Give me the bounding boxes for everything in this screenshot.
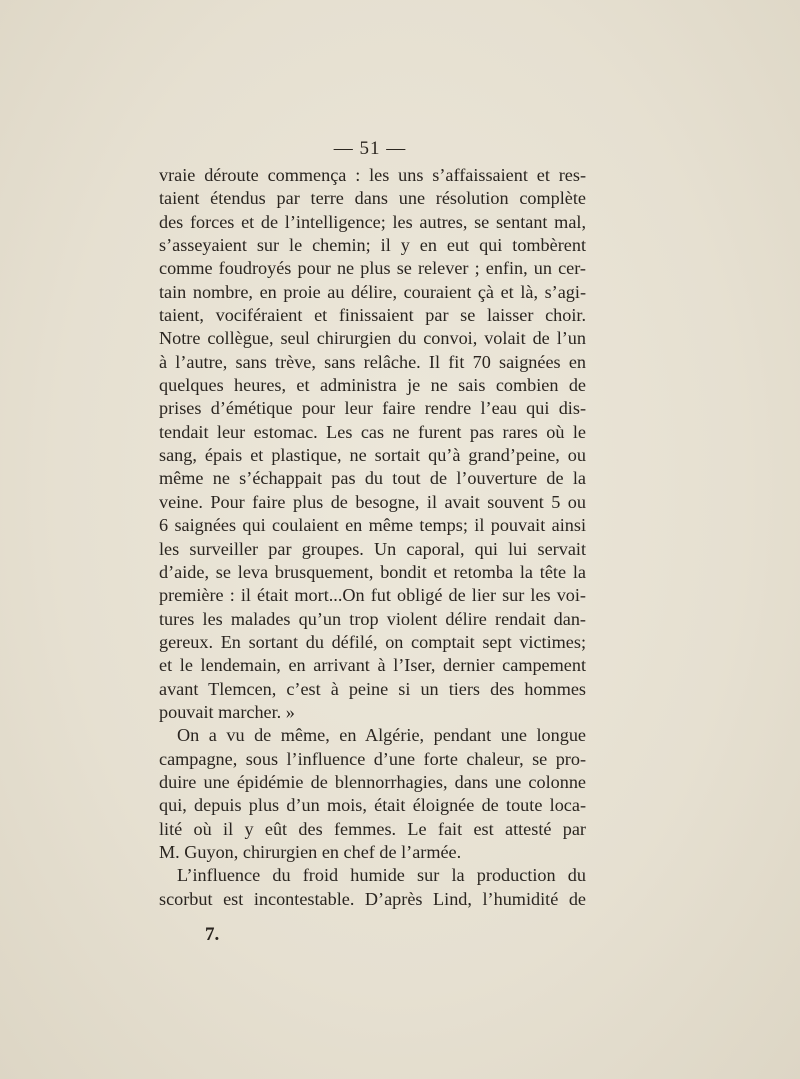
text-line: veine. Pour faire plus de besogne, il avait souvent 5 ou	[159, 491, 586, 512]
text-line: quelques heures, et administra je ne sais combien de	[159, 375, 586, 396]
text-line: tures les malades qu’un trop violent délire rendait dan-	[159, 608, 586, 629]
text-line: tain nombre, en proie au délire, couraient çà et là, s’agi-	[159, 281, 586, 302]
text-line: taient étendus par terre dans une résolution complète	[159, 188, 586, 209]
text-line: première : il était mort...On fut obligé de lier sur les voi-	[159, 585, 586, 606]
text-line: L’influence du froid humide sur la production du	[177, 865, 586, 886]
text-line: tendait leur estomac. Les cas ne furent pas rares où le	[159, 421, 586, 442]
text-line: vraie déroute commença : les uns s’affaissaient et res-	[159, 165, 586, 185]
text-line: et le lendemain, en arrivant à l’Iser, dernier campement	[159, 655, 586, 676]
text-line: même ne s’échappait pas du tout de l’ouverture de la	[159, 468, 586, 489]
text-line: prises d’émétique pour leur faire rendre l’eau qui dis-	[159, 398, 586, 419]
text-line: Notre collègue, seul chirurgien du convoi, volait de l’un	[159, 328, 586, 349]
text-line: 6 saignées qui coulaient en même temps; il pouvait ainsi	[159, 515, 586, 536]
text-line: à l’autre, sans trève, sans relâche. Il fit 70 saignées en	[159, 351, 586, 372]
body-text	[159, 164, 586, 911]
text-line: lité où il y eût des femmes. Le fait est attesté par	[159, 818, 586, 839]
text-line: s’asseyaient sur le chemin; il y en eut qui tombèrent	[159, 235, 586, 256]
text-line: M. Guyon, chirurgien en chef de l’armée.	[159, 841, 462, 862]
text-line: On a vu de même, en Algérie, pendant une longue	[177, 725, 586, 746]
text-line: gereux. En sortant du défilé, on comptait sept victimes;	[159, 631, 586, 652]
page-number: — 51 —	[333, 138, 407, 159]
text-line: pouvait marcher. »	[159, 701, 295, 722]
text-line: des forces et de l’intelligence; les autres, se sentant mal,	[159, 211, 586, 232]
text-line: duire une épidémie de blennorrhagies, dans une colonne	[159, 771, 586, 792]
text-line: les surveiller par groupes. Un caporal, qui lui servait	[159, 538, 586, 559]
text-line: campagne, sous l’influence d’une forte chaleur, se pro-	[159, 748, 586, 769]
text-line: sang, épais et plastique, ne sortait qu’à grand’peine, ou	[159, 445, 586, 466]
text-line: d’aide, se leva brusquement, bondit et retomba la tête la	[159, 561, 586, 582]
signature-mark: 7.	[205, 924, 220, 945]
text-line: avant Tlemcen, c’est à peine si un tiers des hommes	[159, 678, 586, 699]
text-line: qui, depuis plus d’un mois, était éloignée de toute loca-	[159, 795, 586, 816]
text-line: taient, vociféraient et finissaient par se laisser choir.	[159, 305, 586, 326]
text-line: comme foudroyés pour ne plus se relever ; enfin, un cer-	[159, 258, 586, 279]
text-line: scorbut est incontestable. D’après Lind, l’humidité de	[159, 888, 586, 909]
